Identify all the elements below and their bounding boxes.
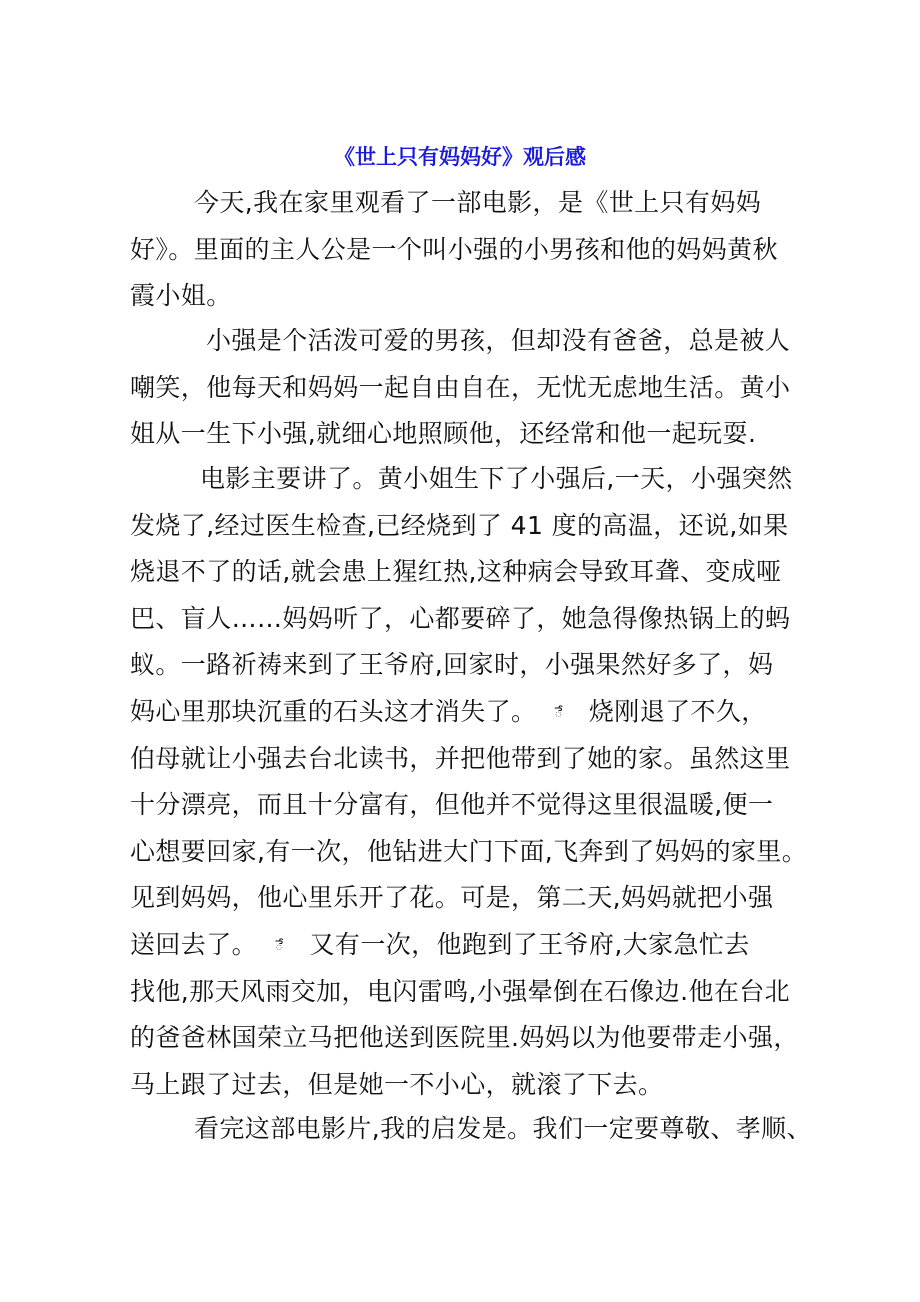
- text-line: 蚁。一路祈祷来到了王爷府,回家时，小强果然好多了，妈: [130, 650, 774, 680]
- text-line: 今天,我在家里观看了一部电影，是《世上只有妈妈: [194, 188, 762, 217]
- text-line: 姐从一生下小强,就细心地照顾他，还经常和他一起玩耍.: [130, 419, 757, 449]
- text-line: 看完这部电影片,我的启发是。我们一定要尊敬、孝顺、: [194, 1114, 812, 1143]
- document-title: 《世上只有妈妈好》观后感: [334, 145, 586, 169]
- text-segment: 妈心里那块沉重的石头这才消失了。: [130, 696, 537, 726]
- text-segment: 送回去了。: [130, 929, 258, 959]
- text-line: 发烧了,经过医生检查,已经烧到了 41 度的高温，还说,如果: [130, 510, 789, 540]
- text-line: 十分漂亮，而且十分富有，但他并不觉得这里很温暖,便一: [130, 790, 774, 820]
- text-line: 嘲笑，他每天和妈妈一起自由自在，无忧无虑地生活。黄小: [130, 372, 791, 402]
- paragraph-mark-icon: ే: [275, 937, 284, 954]
- text-line: 找他,那天风雨交加，电闪雷鸣,小强晕倒在石像边.他在台北: [130, 976, 791, 1006]
- text-line: 小强是个活泼可爱的男孩，但却没有爸爸，总是被人: [206, 326, 791, 355]
- paragraph-2: [130, 318, 806, 458]
- text-line: 巴、盲人……妈妈听了，心都要碎了，她急得像热锅上的蚂: [130, 603, 791, 633]
- text-line: 心想要回家,有一次，他钻进大门下面,飞奔到了妈妈的家里。: [130, 836, 808, 866]
- text-segment: 烧刚退了不久，: [588, 696, 767, 726]
- text-line: 烧退不了的话,就会患上猩红热,这种病会导致耳聋、变成哑: [130, 557, 782, 587]
- text-line-with-mark: [130, 689, 806, 736]
- text-line: 霞小姐。: [130, 281, 232, 311]
- text-line: 伯母就让小强去台北读书，并把他带到了她的家。虽然这里: [130, 743, 791, 773]
- text-line: 见到妈妈，他心里乐开了花。可是，第二天,妈妈就把小强: [130, 883, 774, 913]
- text-line-with-mark: [130, 922, 806, 969]
- paragraph-mark-icon: ే: [554, 704, 563, 721]
- text-line: 马上跟了过去，但是她一不小心，就滚了下去。: [130, 1069, 664, 1099]
- paragraph-3: [130, 456, 806, 1108]
- paragraph-4: [130, 1106, 812, 1153]
- text-line: 好》。里面的主人公是一个叫小强的小男孩和他的妈妈黄秋: [130, 234, 778, 264]
- text-segment: 又有一次，他跑到了王爷府,大家急忙去: [309, 929, 750, 959]
- text-line: 的爸爸林国荣立马把他送到医院里.妈妈以为他要带走小强，: [130, 1023, 799, 1053]
- paragraph-1: [130, 180, 806, 320]
- text-line: 电影主要讲了。黄小姐生下了小强后,一天，小强突然: [200, 464, 793, 493]
